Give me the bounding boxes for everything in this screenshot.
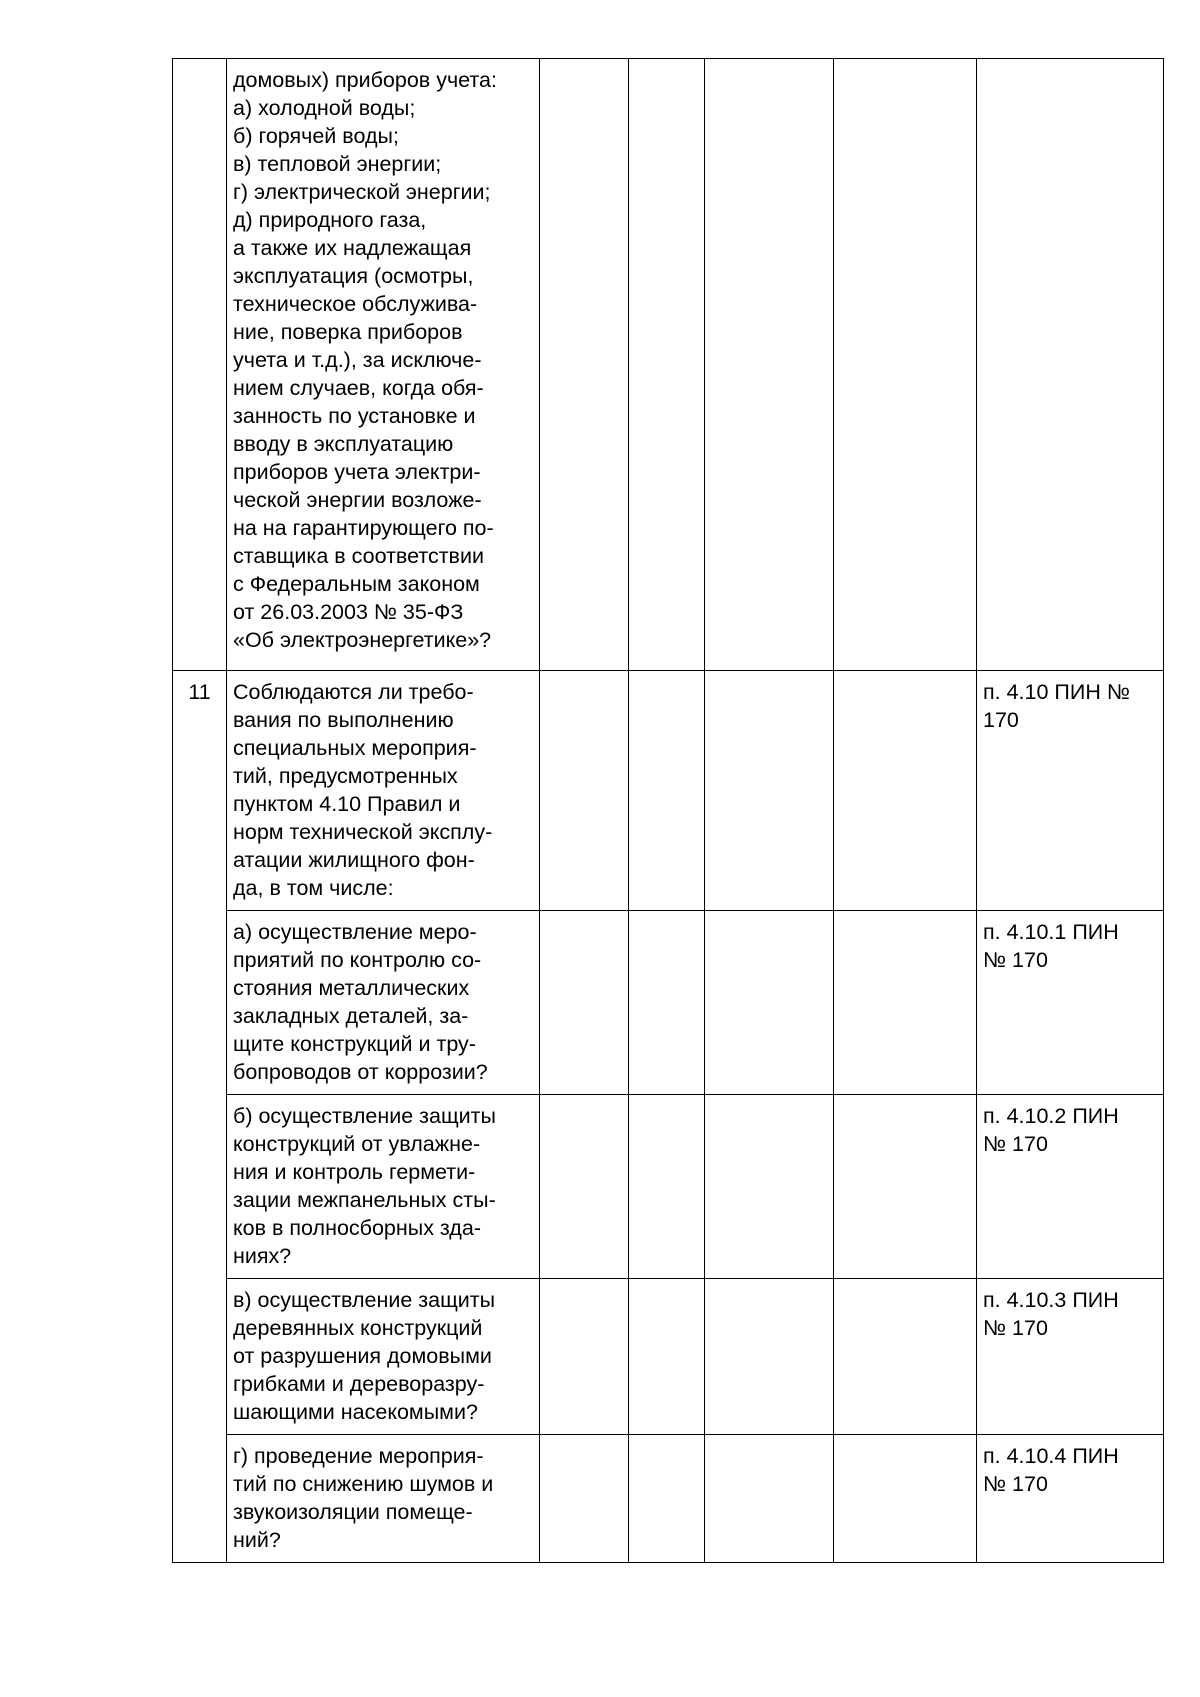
question-cell: [227, 1279, 540, 1435]
question-text-line: г) проведение мероприя-: [233, 1444, 484, 1468]
question-text-line: ков в полносборных зда-: [233, 1216, 481, 1240]
legal-reference-line: № 170: [983, 1132, 1048, 1156]
question-text-line: а также их надлежащая: [233, 236, 472, 260]
answer-na-cell: [705, 59, 834, 671]
legal-reference-cell: [977, 671, 1164, 911]
checklist-table: [172, 58, 1164, 1563]
legal-reference-line: 170: [983, 708, 1019, 732]
answer-no-cell: [629, 671, 705, 911]
answer-yes-cell: [540, 59, 629, 671]
answer-no-cell: [629, 1435, 705, 1563]
question-text-line: конструкций от увлажне-: [233, 1132, 481, 1156]
question-text-line: ставщика в соответствии: [233, 544, 484, 568]
legal-reference-cell: [977, 1279, 1164, 1435]
table-row: [173, 59, 1164, 671]
question-text-line: от 26.03.2003 № 35-ФЗ: [233, 600, 464, 624]
table-row: [173, 671, 1164, 911]
question-cell: [227, 1435, 540, 1563]
question-text-line: на на гарантирующего по-: [233, 516, 494, 540]
table-row: [173, 1279, 1164, 1435]
question-text-line: ний?: [233, 1528, 281, 1552]
note-cell: [834, 911, 977, 1095]
question-text-line: ниях?: [233, 1244, 292, 1268]
question-text-line: вводу в эксплуатацию: [233, 432, 454, 456]
legal-reference-line: № 170: [983, 1472, 1048, 1496]
item-number-cell: [173, 1095, 227, 1279]
question-text-line: тий, предусмотренных: [233, 764, 458, 788]
legal-reference-cell: [977, 1435, 1164, 1563]
question-text-line: норм технической эксплу-: [233, 820, 493, 844]
question-text-line: домовых) приборов учета:: [233, 68, 497, 92]
question-text-line: Соблюдаются ли требо-: [233, 680, 474, 704]
question-text-line: приборов учета электри-: [233, 460, 481, 484]
question-text-line: шающими насекомыми?: [233, 1400, 478, 1424]
question-text-line: с Федеральным законом: [233, 572, 480, 596]
answer-no-cell: [629, 59, 705, 671]
question-text-line: г) электрической энергии;: [233, 180, 491, 204]
answer-yes-cell: [540, 1095, 629, 1279]
item-number-cell: [173, 911, 227, 1095]
legal-reference-line: п. 4.10.3 ПИН: [983, 1288, 1119, 1312]
question-text-line: да, в том числе:: [233, 876, 394, 900]
legal-reference-cell: [977, 59, 1164, 671]
question-text-line: нием случаев, когда обя-: [233, 376, 484, 400]
question-text-line: в) тепловой энергии;: [233, 152, 442, 176]
note-cell: [834, 671, 977, 911]
answer-no-cell: [629, 911, 705, 1095]
table-row: [173, 911, 1164, 1095]
question-text-line: ние, поверка приборов: [233, 320, 463, 344]
question-text-line: б) горячей воды;: [233, 124, 399, 148]
legal-reference-line: п. 4.10.2 ПИН: [983, 1104, 1119, 1128]
answer-yes-cell: [540, 1435, 629, 1563]
answer-na-cell: [705, 671, 834, 911]
question-text-line: грибками и дереворазру-: [233, 1372, 485, 1396]
question-text-line: атации жилищного фон-: [233, 848, 475, 872]
question-cell: [227, 1095, 540, 1279]
question-cell: [227, 671, 540, 911]
legal-reference-line: № 170: [983, 1316, 1048, 1340]
answer-no-cell: [629, 1095, 705, 1279]
note-cell: [834, 59, 977, 671]
question-text-line: учета и т.д.), за исключе-: [233, 348, 482, 372]
legal-reference-cell: [977, 911, 1164, 1095]
question-text-line: а) холодной воды;: [233, 96, 416, 120]
legal-reference-cell: [977, 1095, 1164, 1279]
question-text-line: щите конструкций и тру-: [233, 1032, 476, 1056]
question-text-line: пунктом 4.10 Правил и: [233, 792, 461, 816]
table-body: [173, 59, 1164, 1563]
legal-reference-line: п. 4.10 ПИН №: [983, 680, 1130, 704]
note-cell: [834, 1095, 977, 1279]
answer-na-cell: [705, 1279, 834, 1435]
item-number-cell: [173, 1435, 227, 1563]
note-cell: [834, 1279, 977, 1435]
legal-reference-line: п. 4.10.4 ПИН: [983, 1444, 1119, 1468]
item-number-cell: [173, 59, 227, 671]
question-text-line: занность по установке и: [233, 404, 476, 428]
question-text-line: зации межпанельных сты-: [233, 1188, 496, 1212]
legal-reference-line: п. 4.10.1 ПИН: [983, 920, 1119, 944]
question-text-line: тий по снижению шумов и: [233, 1472, 494, 1496]
question-text-line: б) осуществление защиты: [233, 1104, 496, 1128]
question-text-line: ческой энергии возложе-: [233, 488, 482, 512]
legal-reference-line: № 170: [983, 948, 1048, 972]
question-text-line: от разрушения домовыми: [233, 1344, 492, 1368]
answer-na-cell: [705, 1435, 834, 1563]
question-text-line: а) осуществление меро-: [233, 920, 477, 944]
question-text-line: стояния металлических: [233, 976, 470, 1000]
question-text-line: ния и контроль гермети-: [233, 1160, 476, 1184]
answer-na-cell: [705, 911, 834, 1095]
question-text-line: в) осуществление защиты: [233, 1288, 496, 1312]
question-text-line: д) природного газа,: [233, 208, 427, 232]
question-text-line: «Об электроэнергетике»?: [233, 628, 492, 652]
answer-yes-cell: [540, 671, 629, 911]
question-text-line: деревянных конструкций: [233, 1316, 483, 1340]
question-text-line: бопроводов от коррозии?: [233, 1060, 488, 1084]
answer-yes-cell: [540, 911, 629, 1095]
item-number-cell: [173, 1279, 227, 1435]
question-text-line: приятий по контролю со-: [233, 948, 482, 972]
table-row: [173, 1435, 1164, 1563]
question-text-line: вания по выполнению: [233, 708, 454, 732]
question-text-line: эксплуатация (осмотры,: [233, 264, 474, 288]
question-text-line: специальных мероприя-: [233, 736, 477, 760]
table-row: [173, 1095, 1164, 1279]
answer-yes-cell: [540, 1279, 629, 1435]
question-text-line: закладных деталей, за-: [233, 1004, 469, 1028]
question-cell: [227, 911, 540, 1095]
question-text-line: техническое обслужива-: [233, 292, 478, 316]
item-number-cell: 11: [173, 671, 227, 911]
answer-no-cell: [629, 1279, 705, 1435]
question-cell: [227, 59, 540, 671]
answer-na-cell: [705, 1095, 834, 1279]
question-text-line: звукоизоляции помеще-: [233, 1500, 473, 1524]
note-cell: [834, 1435, 977, 1563]
